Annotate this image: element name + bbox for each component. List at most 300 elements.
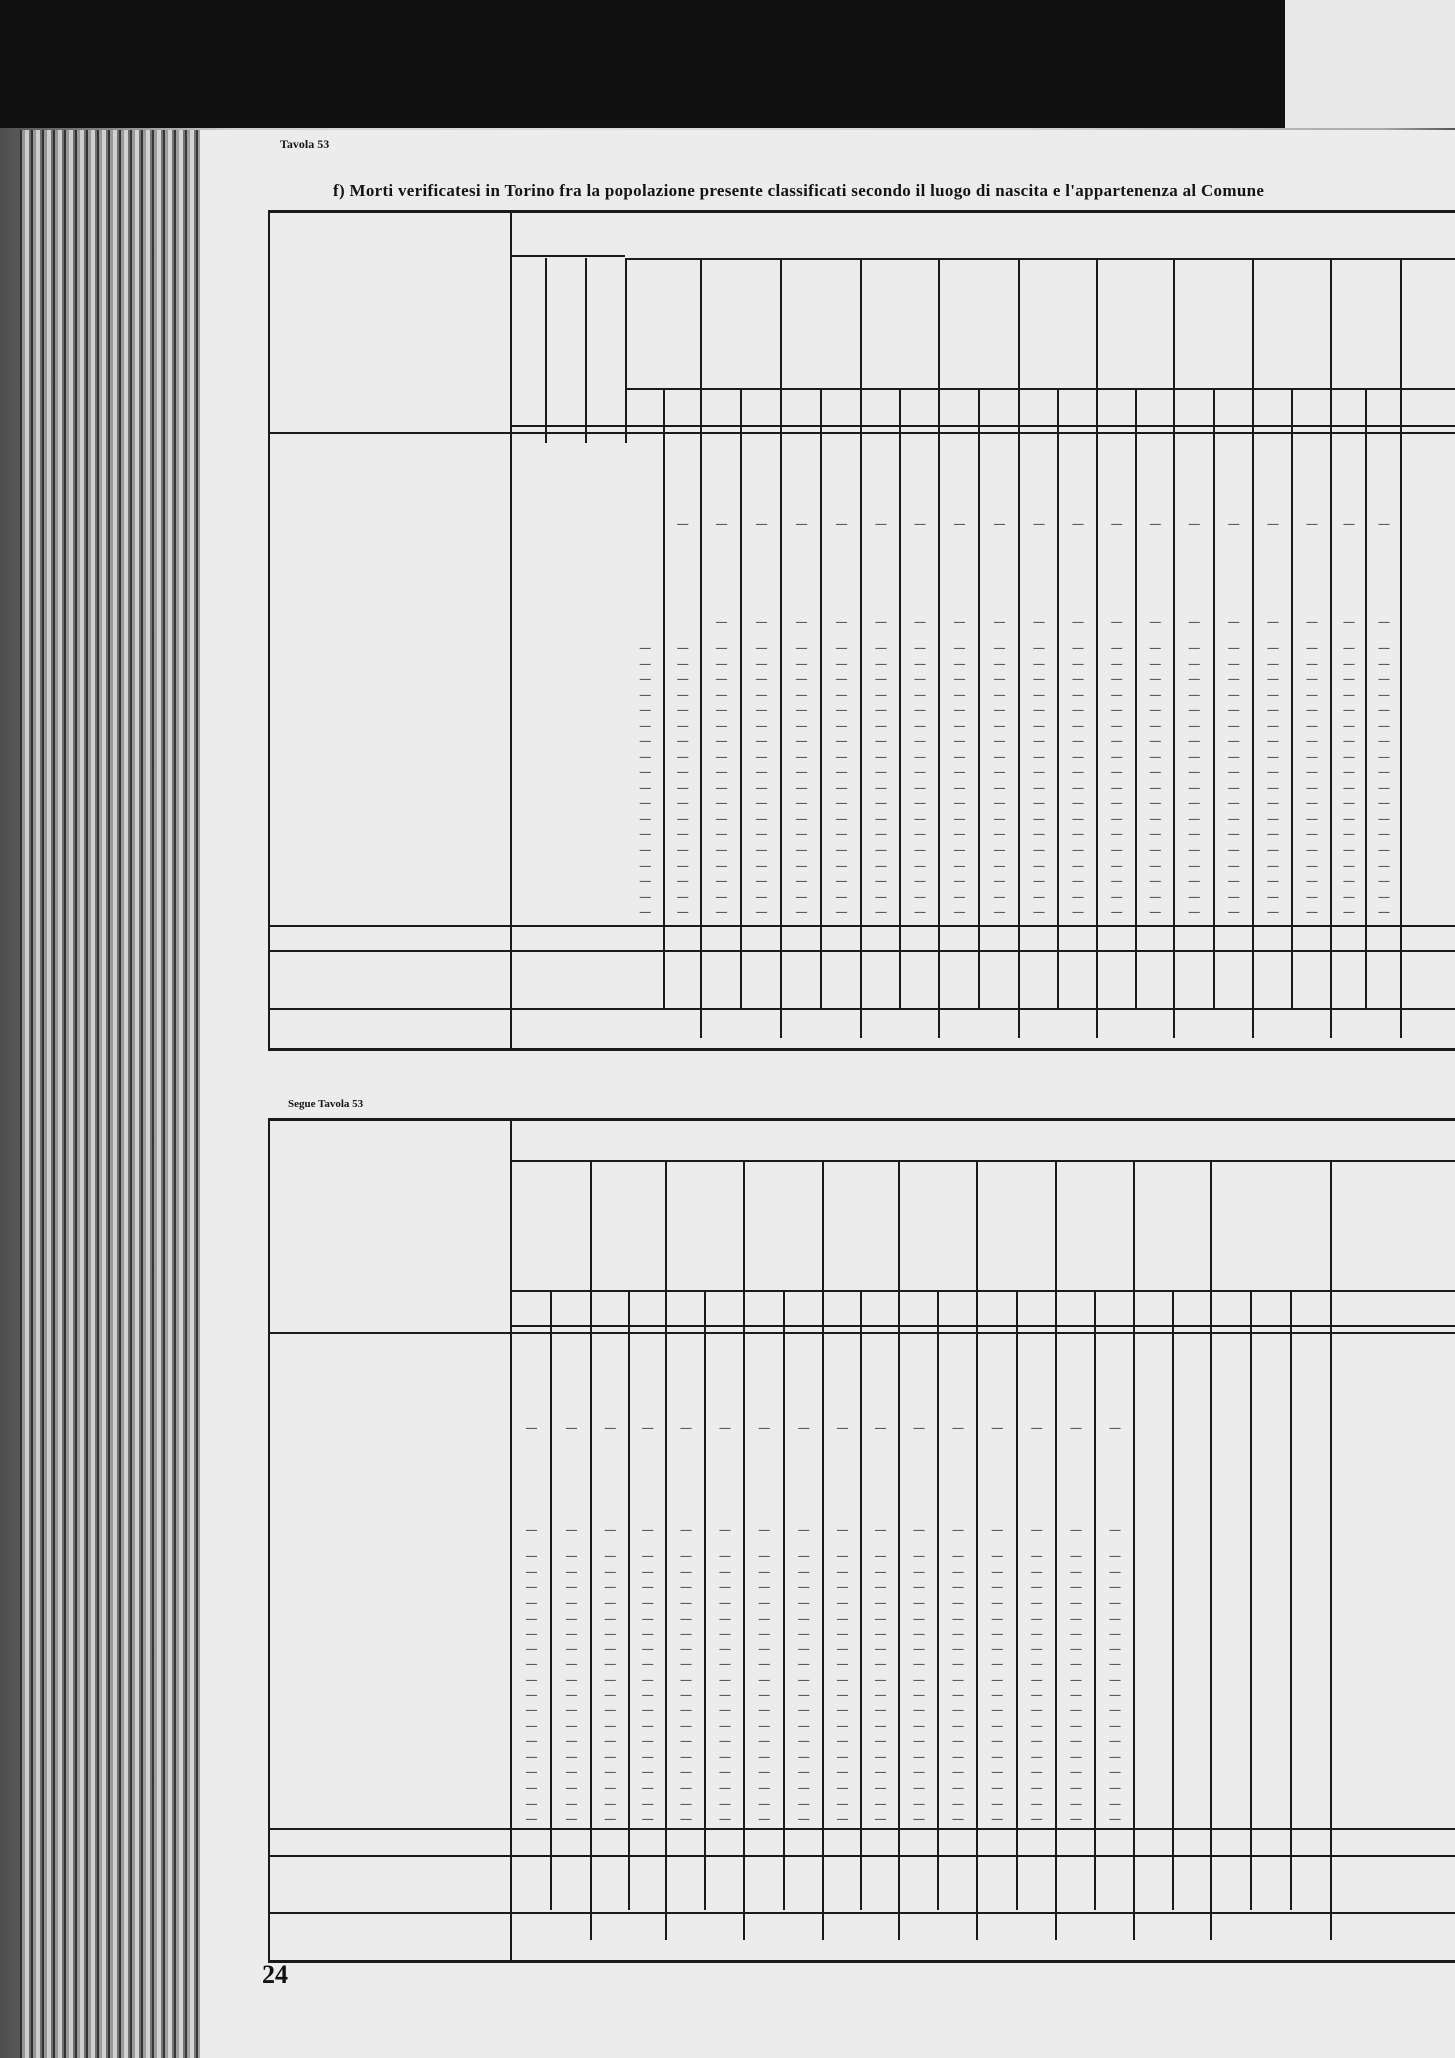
empty-cell-dash: — xyxy=(756,751,767,763)
empty-cell-dash: — xyxy=(758,1422,770,1434)
empty-cell-dash: — xyxy=(875,1674,886,1686)
empty-cell-dash: — xyxy=(716,797,727,809)
empty-cell-dash: — xyxy=(952,1798,964,1810)
empty-cell-dash: — xyxy=(566,1751,577,1763)
empty-cell-dash: — xyxy=(758,1566,770,1578)
empty-cell-dash: — xyxy=(796,704,807,716)
empty-cell-dash: — xyxy=(1031,1782,1043,1794)
col-header-residenti-4 xyxy=(962,270,994,380)
empty-cell-dash: — xyxy=(1033,906,1045,918)
empty-cell-dash: — xyxy=(1343,782,1355,794)
empty-cell-dash: — xyxy=(1228,673,1240,685)
empty-cell-dash: — xyxy=(756,642,767,654)
empty-cell-dash: — xyxy=(913,1813,925,1825)
bottom-table-frame-left xyxy=(268,1118,270,1960)
empty-cell-dash: — xyxy=(1072,813,1084,825)
col-rule xyxy=(976,1160,978,1940)
empty-cell-dash: — xyxy=(1033,518,1045,530)
stub-separator xyxy=(510,1118,512,1960)
empty-cell-dash: — xyxy=(796,797,807,809)
empty-cell-dash: — xyxy=(758,1720,770,1732)
empty-cell-dash: — xyxy=(1378,828,1390,840)
scan-dark-border xyxy=(0,0,1285,128)
empty-cell-dash: — xyxy=(1228,860,1240,872)
empty-cell-dash: — xyxy=(914,658,926,670)
empty-cell-dash: — xyxy=(913,1782,925,1794)
empty-cell-dash: — xyxy=(796,906,807,918)
empty-cell-dash: — xyxy=(837,1766,848,1778)
empty-cell-dash: — xyxy=(1343,860,1355,872)
sex-rule xyxy=(1365,388,1367,1008)
empty-cell-dash: — xyxy=(994,828,1005,840)
empty-cell-dash: — xyxy=(1267,642,1279,654)
empty-cell-dash: — xyxy=(952,1689,964,1701)
empty-cell-dash: — xyxy=(566,1658,577,1670)
empty-cell-dash: — xyxy=(758,1658,770,1670)
empty-cell-dash: — xyxy=(677,860,689,872)
empty-cell-dash: — xyxy=(1149,860,1161,872)
empty-cell-dash: — xyxy=(914,673,926,685)
empty-cell-dash: — xyxy=(914,875,926,887)
empty-cell-dash: — xyxy=(914,766,926,778)
empty-cell-dash: — xyxy=(642,1422,654,1434)
empty-cell-dash: — xyxy=(1343,658,1355,670)
col-header-9 xyxy=(1252,1175,1288,1285)
empty-cell-dash: — xyxy=(639,844,651,856)
empty-cell-dash: — xyxy=(796,875,807,887)
empty-cell-dash: — xyxy=(1378,860,1390,872)
empty-cell-dash: — xyxy=(719,1628,731,1640)
empty-cell-dash: — xyxy=(1031,1613,1043,1625)
empty-cell-dash: — xyxy=(1228,906,1240,918)
col-rule xyxy=(1330,1160,1332,1940)
empty-cell-dash: — xyxy=(1072,673,1084,685)
col-rule xyxy=(1018,258,1020,1038)
empty-cell-dash: — xyxy=(796,813,807,825)
empty-cell-dash: — xyxy=(837,1735,848,1747)
empty-cell-dash: — xyxy=(798,1566,810,1578)
empty-cell-dash: — xyxy=(913,1751,925,1763)
empty-cell-dash: — xyxy=(1306,875,1318,887)
empty-cell-dash: — xyxy=(952,1550,964,1562)
empty-cell-dash: — xyxy=(604,1566,616,1578)
empty-cell-dash: — xyxy=(914,642,926,654)
empty-cell-dash: — xyxy=(875,1643,886,1655)
empty-cell-dash: — xyxy=(1188,642,1200,654)
empty-cell-dash: — xyxy=(994,782,1005,794)
empty-cell-dash: — xyxy=(994,766,1005,778)
empty-cell-dash: — xyxy=(798,1813,810,1825)
empty-cell-dash: — xyxy=(1070,1735,1082,1747)
empty-cell-dash: — xyxy=(1306,751,1318,763)
empty-cell-dash: — xyxy=(1228,689,1240,701)
bottom-table-frame-bottom xyxy=(268,1960,1455,1963)
empty-cell-dash: — xyxy=(1306,658,1318,670)
empty-cell-dash: — xyxy=(875,704,887,716)
col-header-8 xyxy=(1154,1175,1190,1285)
empty-cell-dash: — xyxy=(796,844,807,856)
empty-cell-dash: — xyxy=(798,1766,810,1778)
empty-cell-dash: — xyxy=(837,1613,848,1625)
col-rule xyxy=(1096,258,1098,1038)
empty-cell-dash: — xyxy=(991,1566,1003,1578)
empty-cell-dash: — xyxy=(1031,1735,1043,1747)
book-page-edges xyxy=(20,130,200,2058)
empty-cell-dash: — xyxy=(954,616,965,628)
empty-cell-dash: — xyxy=(566,1597,577,1609)
empty-cell-dash: — xyxy=(642,1628,654,1640)
empty-cell-dash: — xyxy=(1109,1782,1121,1794)
empty-cell-dash: — xyxy=(719,1766,731,1778)
empty-cell-dash: — xyxy=(604,1550,616,1562)
sex-rule xyxy=(740,388,742,1008)
empty-cell-dash: — xyxy=(952,1782,964,1794)
empty-cell-dash: — xyxy=(639,704,651,716)
empty-cell-dash: — xyxy=(875,518,887,530)
empty-cell-dash: — xyxy=(875,797,887,809)
sex-rule xyxy=(899,388,901,1008)
empty-cell-dash: — xyxy=(836,828,847,840)
header-bottom-rule xyxy=(510,1325,1455,1327)
empty-cell-dash: — xyxy=(952,1643,964,1655)
empty-cell-dash: — xyxy=(1072,642,1084,654)
empty-cell-dash: — xyxy=(1109,1704,1121,1716)
empty-cell-dash: — xyxy=(1072,782,1084,794)
sex-rule xyxy=(1172,1290,1174,1910)
empty-cell-dash: — xyxy=(1378,797,1390,809)
empty-cell-dash: — xyxy=(914,518,926,530)
empty-cell-dash: — xyxy=(756,518,767,530)
empty-cell-dash: — xyxy=(1109,1689,1121,1701)
empty-cell-dash: — xyxy=(1306,860,1318,872)
empty-cell-dash: — xyxy=(954,658,965,670)
empty-cell-dash: — xyxy=(798,1689,810,1701)
empty-cell-dash: — xyxy=(1109,1658,1121,1670)
empty-cell-dash: — xyxy=(526,1628,537,1640)
empty-cell-dash: — xyxy=(639,642,651,654)
empty-cell-dash: — xyxy=(991,1422,1003,1434)
col-header-0 xyxy=(532,1175,568,1285)
empty-cell-dash: — xyxy=(1267,797,1279,809)
empty-cell-dash: — xyxy=(1343,704,1355,716)
empty-cell-dash: — xyxy=(837,1704,848,1716)
empty-cell-dash: — xyxy=(837,1643,848,1655)
sex-rule xyxy=(550,1290,552,1910)
empty-cell-dash: — xyxy=(994,891,1005,903)
empty-cell-dash: — xyxy=(1188,720,1200,732)
empty-cell-dash: — xyxy=(796,782,807,794)
empty-cell-dash: — xyxy=(604,1720,616,1732)
empty-cell-dash: — xyxy=(1228,720,1240,732)
empty-cell-dash: — xyxy=(914,751,926,763)
empty-cell-dash: — xyxy=(604,1766,616,1778)
empty-cell-dash: — xyxy=(1031,1581,1043,1593)
empty-cell-dash: — xyxy=(566,1766,577,1778)
empty-cell-dash: — xyxy=(875,1550,886,1562)
empty-cell-dash: — xyxy=(836,735,847,747)
empty-cell-dash: — xyxy=(1031,1704,1043,1716)
empty-cell-dash: — xyxy=(954,766,965,778)
empty-cell-dash: — xyxy=(716,828,727,840)
empty-cell-dash: — xyxy=(1343,797,1355,809)
col-header-5 xyxy=(919,1175,955,1285)
empty-cell-dash: — xyxy=(1188,891,1200,903)
empty-cell-dash: — xyxy=(566,1643,577,1655)
empty-cell-dash: — xyxy=(875,860,887,872)
empty-cell-dash: — xyxy=(798,1798,810,1810)
empty-cell-dash: — xyxy=(836,673,847,685)
empty-cell-dash: — xyxy=(758,1735,770,1747)
top-table-frame-bottom xyxy=(268,1048,1455,1051)
empty-cell-dash: — xyxy=(1072,797,1084,809)
empty-cell-dash: — xyxy=(798,1704,810,1716)
empty-cell-dash: — xyxy=(796,735,807,747)
empty-cell-dash: — xyxy=(756,844,767,856)
empty-cell-dash: — xyxy=(952,1422,964,1434)
empty-cell-dash: — xyxy=(836,658,847,670)
col-header-residenti-8 xyxy=(1275,270,1307,380)
empty-cell-dash: — xyxy=(1149,658,1161,670)
sex-rule xyxy=(860,1290,862,1910)
empty-cell-dash: — xyxy=(1033,751,1045,763)
col-rule xyxy=(860,258,862,1038)
empty-cell-dash: — xyxy=(913,1550,925,1562)
empty-cell-dash: — xyxy=(1343,875,1355,887)
empty-cell-dash: — xyxy=(994,673,1005,685)
empty-cell-dash: — xyxy=(1149,844,1161,856)
empty-cell-dash: — xyxy=(952,1628,964,1640)
empty-cell-dash: — xyxy=(836,875,847,887)
empty-cell-dash: — xyxy=(913,1658,925,1670)
empty-cell-dash: — xyxy=(716,860,727,872)
empty-cell-dash: — xyxy=(1306,642,1318,654)
empty-cell-dash: — xyxy=(1343,673,1355,685)
empty-cell-dash: — xyxy=(604,1597,616,1609)
empty-cell-dash: — xyxy=(796,689,807,701)
empty-cell-dash: — xyxy=(1378,766,1390,778)
empty-cell-dash: — xyxy=(719,1798,731,1810)
empty-cell-dash: — xyxy=(566,1689,577,1701)
empty-cell-dash: — xyxy=(1109,1720,1121,1732)
sex-header-top-rule xyxy=(625,388,1455,390)
empty-cell-dash: — xyxy=(1070,1782,1082,1794)
empty-cell-dash: — xyxy=(1109,1766,1121,1778)
empty-cell-dash: — xyxy=(716,735,727,747)
empty-cell-dash: — xyxy=(716,875,727,887)
empty-cell-dash: — xyxy=(1378,813,1390,825)
empty-cell-dash: — xyxy=(1306,720,1318,732)
empty-cell-dash: — xyxy=(716,813,727,825)
empty-cell-dash: — xyxy=(1228,518,1240,530)
empty-cell-dash: — xyxy=(642,1658,654,1670)
totals-rule xyxy=(268,925,1455,927)
empty-cell-dash: — xyxy=(1111,658,1123,670)
empty-cell-dash: — xyxy=(836,813,847,825)
empty-cell-dash: — xyxy=(677,891,689,903)
empty-cell-dash: — xyxy=(875,906,887,918)
empty-cell-dash: — xyxy=(677,751,689,763)
empty-cell-dash: — xyxy=(1031,1643,1043,1655)
empty-cell-dash: — xyxy=(1111,518,1123,530)
empty-cell-dash: — xyxy=(796,828,807,840)
empty-cell-dash: — xyxy=(875,1720,886,1732)
empty-cell-dash: — xyxy=(1228,797,1240,809)
empty-cell-dash: — xyxy=(1033,891,1045,903)
empty-cell-dash: — xyxy=(642,1597,654,1609)
empty-cell-dash: — xyxy=(680,1628,692,1640)
table-title: f) Morti verificatesi in Torino fra la popolazione presente classificati secondo il luogo di nascita e l'appartenenza al Comune xyxy=(333,181,1265,200)
empty-cell-dash: — xyxy=(837,1813,848,1825)
empty-cell-dash: — xyxy=(913,1524,925,1536)
empty-cell-dash: — xyxy=(1267,689,1279,701)
empty-cell-dash: — xyxy=(913,1766,925,1778)
empty-cell-dash: — xyxy=(719,1566,731,1578)
empty-cell-dash: — xyxy=(1343,689,1355,701)
empty-cell-dash: — xyxy=(837,1581,848,1593)
empty-cell-dash: — xyxy=(954,642,965,654)
empty-cell-dash: — xyxy=(913,1798,925,1810)
empty-cell-dash: — xyxy=(604,1689,616,1701)
empty-cell-dash: — xyxy=(954,891,965,903)
empty-cell-dash: — xyxy=(952,1813,964,1825)
empty-cell-dash: — xyxy=(1072,720,1084,732)
empty-cell-dash: — xyxy=(1378,720,1390,732)
empty-cell-dash: — xyxy=(837,1628,848,1640)
empty-cell-dash: — xyxy=(1070,1643,1082,1655)
empty-cell-dash: — xyxy=(1306,844,1318,856)
empty-cell-dash: — xyxy=(719,1643,731,1655)
empty-cell-dash: — xyxy=(1343,844,1355,856)
empty-cell-dash: — xyxy=(1072,689,1084,701)
empty-cell-dash: — xyxy=(639,689,651,701)
empty-cell-dash: — xyxy=(758,1798,770,1810)
sex-rule xyxy=(1016,1290,1018,1910)
empty-cell-dash: — xyxy=(914,704,926,716)
empty-cell-dash: — xyxy=(1149,906,1161,918)
empty-cell-dash: — xyxy=(796,891,807,903)
empty-cell-dash: — xyxy=(914,720,926,732)
table-label: Tavola 53 xyxy=(280,137,330,151)
empty-cell-dash: — xyxy=(1149,797,1161,809)
empty-cell-dash: — xyxy=(604,1813,616,1825)
empty-cell-dash: — xyxy=(1267,906,1279,918)
empty-cell-dash: — xyxy=(796,616,807,628)
empty-cell-dash: — xyxy=(1149,735,1161,747)
empty-cell-dash: — xyxy=(1188,844,1200,856)
empty-cell-dash: — xyxy=(1109,1581,1121,1593)
header-double-rule xyxy=(268,432,1455,434)
sex-rule xyxy=(978,388,980,1008)
empty-cell-dash: — xyxy=(758,1581,770,1593)
empty-cell-dash: — xyxy=(1343,813,1355,825)
empty-cell-dash: — xyxy=(991,1524,1003,1536)
empty-cell-dash: — xyxy=(952,1766,964,1778)
empty-cell-dash: — xyxy=(719,1751,731,1763)
empty-cell-dash: — xyxy=(680,1524,692,1536)
empty-cell-dash: — xyxy=(991,1689,1003,1701)
col-rule xyxy=(938,258,940,1038)
col-header-6 xyxy=(998,1175,1034,1285)
empty-cell-dash: — xyxy=(994,658,1005,670)
empty-cell-dash: — xyxy=(952,1658,964,1670)
sex-rule xyxy=(663,388,665,1008)
empty-cell-dash: — xyxy=(639,658,651,670)
empty-cell-dash: — xyxy=(954,689,965,701)
empty-cell-dash: — xyxy=(1111,828,1123,840)
empty-cell-dash: — xyxy=(1306,782,1318,794)
empty-cell-dash: — xyxy=(639,891,651,903)
empty-cell-dash: — xyxy=(1070,1524,1082,1536)
empty-cell-dash: — xyxy=(913,1628,925,1640)
empty-cell-dash: — xyxy=(526,1550,537,1562)
empty-cell-dash: — xyxy=(526,1782,537,1794)
empty-cell-dash: — xyxy=(680,1597,692,1609)
empty-cell-dash: — xyxy=(1072,751,1084,763)
empty-cell-dash: — xyxy=(566,1628,577,1640)
empty-cell-dash: — xyxy=(837,1689,848,1701)
empty-cell-dash: — xyxy=(914,616,926,628)
empty-cell-dash: — xyxy=(1031,1658,1043,1670)
empty-cell-dash: — xyxy=(1033,642,1045,654)
empty-cell-dash: — xyxy=(1343,828,1355,840)
empty-cell-dash: — xyxy=(756,797,767,809)
empty-cell-dash: — xyxy=(1031,1524,1043,1536)
empty-cell-dash: — xyxy=(680,1751,692,1763)
empty-cell-dash: — xyxy=(837,1422,848,1434)
empty-cell-dash: — xyxy=(1109,1798,1121,1810)
empty-cell-dash: — xyxy=(526,1735,537,1747)
empty-cell-dash: — xyxy=(798,1643,810,1655)
empty-cell-dash: — xyxy=(914,906,926,918)
empty-cell-dash: — xyxy=(994,906,1005,918)
empty-cell-dash: — xyxy=(526,1813,537,1825)
empty-cell-dash: — xyxy=(798,1597,810,1609)
sex-rule xyxy=(1094,1290,1096,1910)
empty-cell-dash: — xyxy=(677,720,689,732)
empty-cell-dash: — xyxy=(796,860,807,872)
empty-cell-dash: — xyxy=(796,658,807,670)
empty-cell-dash: — xyxy=(836,616,847,628)
empty-cell-dash: — xyxy=(1111,766,1123,778)
empty-cell-dash: — xyxy=(1070,1798,1082,1810)
empty-cell-dash: — xyxy=(1188,518,1200,530)
empty-cell-dash: — xyxy=(1031,1628,1043,1640)
empty-cell-dash: — xyxy=(837,1782,848,1794)
empty-cell-dash: — xyxy=(875,1751,886,1763)
empty-cell-dash: — xyxy=(756,735,767,747)
empty-cell-dash: — xyxy=(836,797,847,809)
empty-cell-dash: — xyxy=(837,1798,848,1810)
empty-cell-dash: — xyxy=(1109,1751,1121,1763)
empty-cell-dash: — xyxy=(798,1782,810,1794)
empty-cell-dash: — xyxy=(836,844,847,856)
empty-cell-dash: — xyxy=(642,1643,654,1655)
empty-cell-dash: — xyxy=(1343,720,1355,732)
empty-cell-dash: — xyxy=(1228,844,1240,856)
empty-cell-dash: — xyxy=(1343,642,1355,654)
empty-cell-dash: — xyxy=(716,673,727,685)
empty-cell-dash: — xyxy=(639,673,651,685)
col-header-residenti-7 xyxy=(1197,270,1229,380)
col-rule xyxy=(1400,258,1402,1038)
empty-cell-dash: — xyxy=(875,1658,886,1670)
empty-cell-dash: — xyxy=(875,1613,886,1625)
empty-cell-dash: — xyxy=(642,1782,654,1794)
empty-cell-dash: — xyxy=(716,616,727,628)
empty-cell-dash: — xyxy=(1070,1766,1082,1778)
empty-cell-dash: — xyxy=(526,1524,537,1536)
empty-cell-dash: — xyxy=(758,1628,770,1640)
